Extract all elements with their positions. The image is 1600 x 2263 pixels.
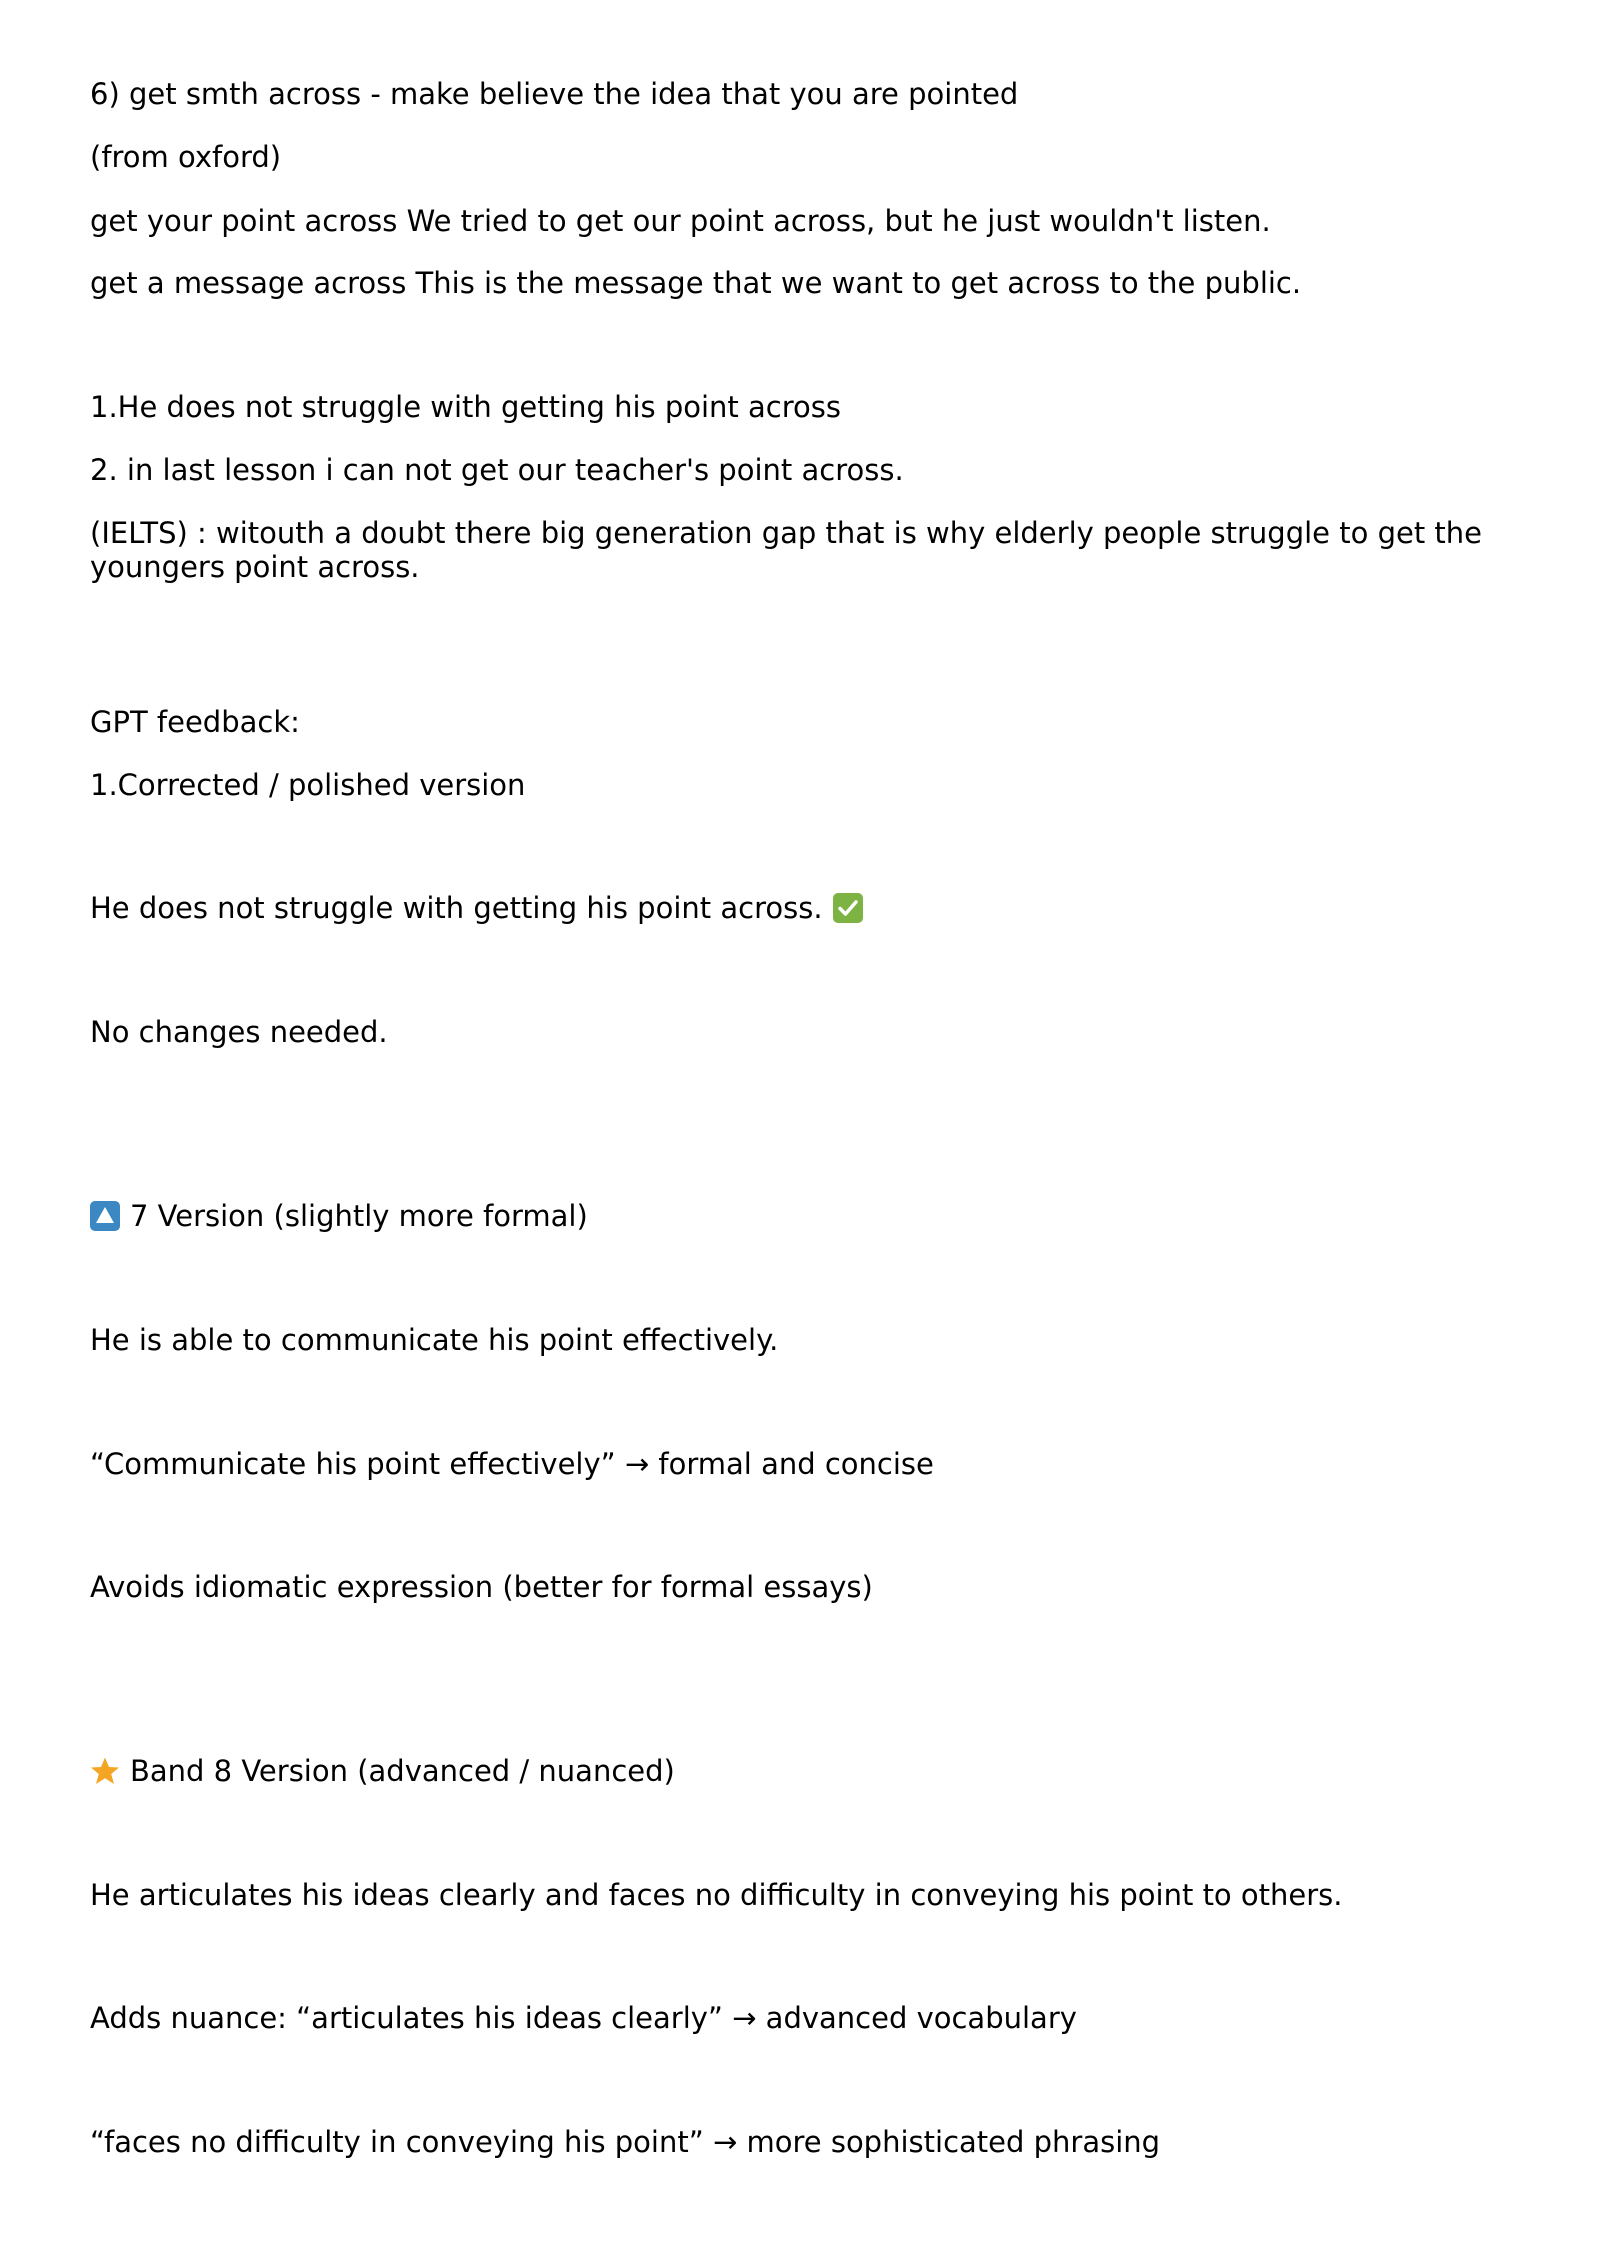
sentence-1: 1.He does not struggle with getting his point across — [90, 390, 841, 424]
feedback-title: GPT feedback: — [90, 705, 300, 739]
corrected-sentence: He does not struggle with getting his point across. — [90, 891, 823, 925]
idiom-heading: 6) get smth across - make believe the idea that you are pointed — [90, 77, 1019, 111]
example-message: get a message across This is the message that we want to get across to the public. — [90, 266, 1302, 300]
band7-note-1: “Communicate his point effectively” → formal and concise — [90, 1447, 934, 1481]
no-changes: No changes needed. — [90, 1015, 388, 1049]
check-mark-button-icon — [833, 893, 863, 923]
corrected-title: 1.Corrected / polished version — [90, 768, 526, 802]
corrected-line — [90, 891, 863, 925]
band7-sentence: He is able to communicate his point effectively. — [90, 1323, 779, 1357]
example-point: get your point across We tried to get our point across, but he just wouldn't listen. — [90, 204, 1271, 238]
band8-note-2: “faces no difficulty in conveying his point” → more sophisticated phrasing — [90, 2125, 1161, 2159]
band7-note-2: Avoids idiomatic expression (better for formal essays) — [90, 1570, 873, 1604]
band7-title-line — [90, 1199, 588, 1233]
sentence-2: 2. in last lesson i can not get our teacher's point across. — [90, 453, 904, 487]
band8-title: Band 8 Version (advanced / nuanced) — [130, 1754, 675, 1788]
band7-title: 7 Version (slightly more formal) — [130, 1199, 588, 1233]
up-arrow-button-icon — [90, 1201, 120, 1231]
band8-note-1: Adds nuance: “articulates his ideas clearly” → advanced vocabulary — [90, 2001, 1077, 2035]
star-icon — [90, 1756, 120, 1786]
band8-title-line — [90, 1754, 675, 1788]
band8-sentence: He articulates his ideas clearly and faces no difficulty in conveying his point to others. — [90, 1878, 1343, 1912]
sentence-ielts: (IELTS) : witouth a doubt there big generation gap that is why elderly people struggle to get the youngers point across. — [90, 516, 1482, 584]
source-note: (from oxford) — [90, 140, 282, 174]
